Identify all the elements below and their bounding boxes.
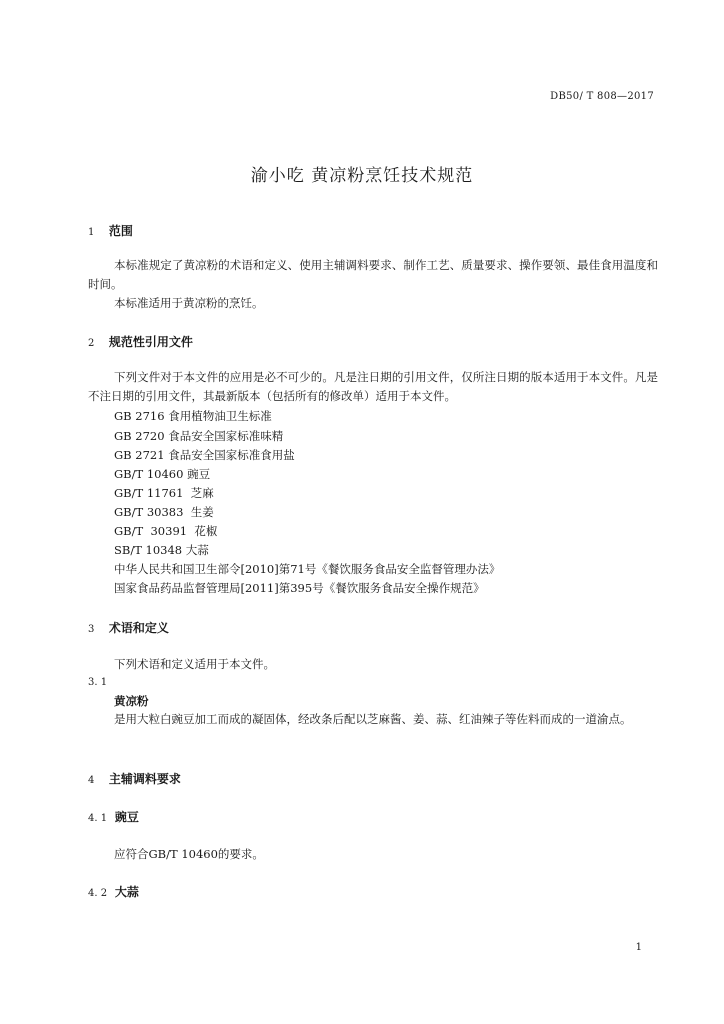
section-number: 1 [88, 227, 95, 238]
subsection-title: 大蒜 [114, 885, 139, 899]
section-number: 4 [88, 775, 95, 786]
subsection-4-1-text: 应符合GB/T 10460的要求。 [114, 847, 264, 861]
document-code: DB50/ T 808—2017 [550, 91, 654, 102]
section-1-heading [88, 222, 133, 239]
reference-item: GB 2721 食品安全国家标准食用盐 [114, 448, 295, 462]
reference-item: GB/T 30391 花椒 [114, 524, 218, 538]
reference-item: SB/T 10348 大蒜 [114, 543, 209, 557]
reference-item: GB 2720 食品安全国家标准味精 [114, 429, 284, 443]
section-1-paragraph-2: 本标准适用于黄凉粉的烹饪。 [114, 296, 264, 310]
section-4-heading [88, 770, 181, 787]
reference-item: GB/T 30383 生姜 [114, 505, 214, 519]
page-title: 渝小吃 黄凉粉烹饪技术规范 [250, 166, 474, 186]
section-title: 主辅调料要求 [108, 772, 181, 786]
reference-item: GB 2716 食用植物油卫生标准 [114, 409, 272, 423]
section-number: 3 [88, 624, 95, 635]
subsection-title: 豌豆 [114, 810, 139, 824]
section-1-paragraph-1: 本标准规定了黄凉粉的术语和定义、使用主辅调料要求、制作工艺、质量要求、操作要领、最佳食用温度和时间。 [88, 258, 658, 291]
section-title: 规范性引用文件 [108, 335, 193, 349]
section-title: 范围 [108, 224, 133, 238]
section-2-heading [88, 333, 193, 350]
section-3-intro: 下列术语和定义适用于本文件。 [114, 657, 275, 671]
section-2-intro: 下列文件对于本文件的应用是必不可少的。凡是注日期的引用文件，仅所注日期的版本适用于本文件。凡是不注日期的引用文件，其最新版本（包括所有的修改单）适用于本文件。 [88, 370, 658, 403]
term-definition: 是用大粒白豌豆加工而成的凝固体，经改条后配以芝麻酱、姜、蒜、红油辣子等佐料而成的一道渝点。 [114, 712, 632, 726]
term-number: 3. 1 [88, 677, 108, 688]
subsection-number: 4. 2 [88, 888, 108, 899]
reference-item: GB/T 10460 豌豆 [114, 467, 211, 481]
reference-item: 国家食品药品监督管理局[2011]第395号《餐饮服务食品安全操作规范》 [114, 581, 485, 595]
subsection-4-2-heading [88, 883, 139, 900]
reference-item: 中华人民共和国卫生部令[2010]第71号《餐饮服务食品安全监督管理办法》 [114, 562, 501, 576]
page-number: 1 [635, 942, 642, 953]
subsection-4-1-heading [88, 808, 139, 825]
reference-item: GB/T 11761 芝麻 [114, 486, 214, 500]
section-number: 2 [88, 338, 95, 349]
term-name: 黄凉粉 [114, 694, 149, 708]
section-title: 术语和定义 [108, 621, 169, 635]
subsection-number: 4. 1 [88, 813, 108, 824]
section-3-heading [88, 619, 169, 636]
